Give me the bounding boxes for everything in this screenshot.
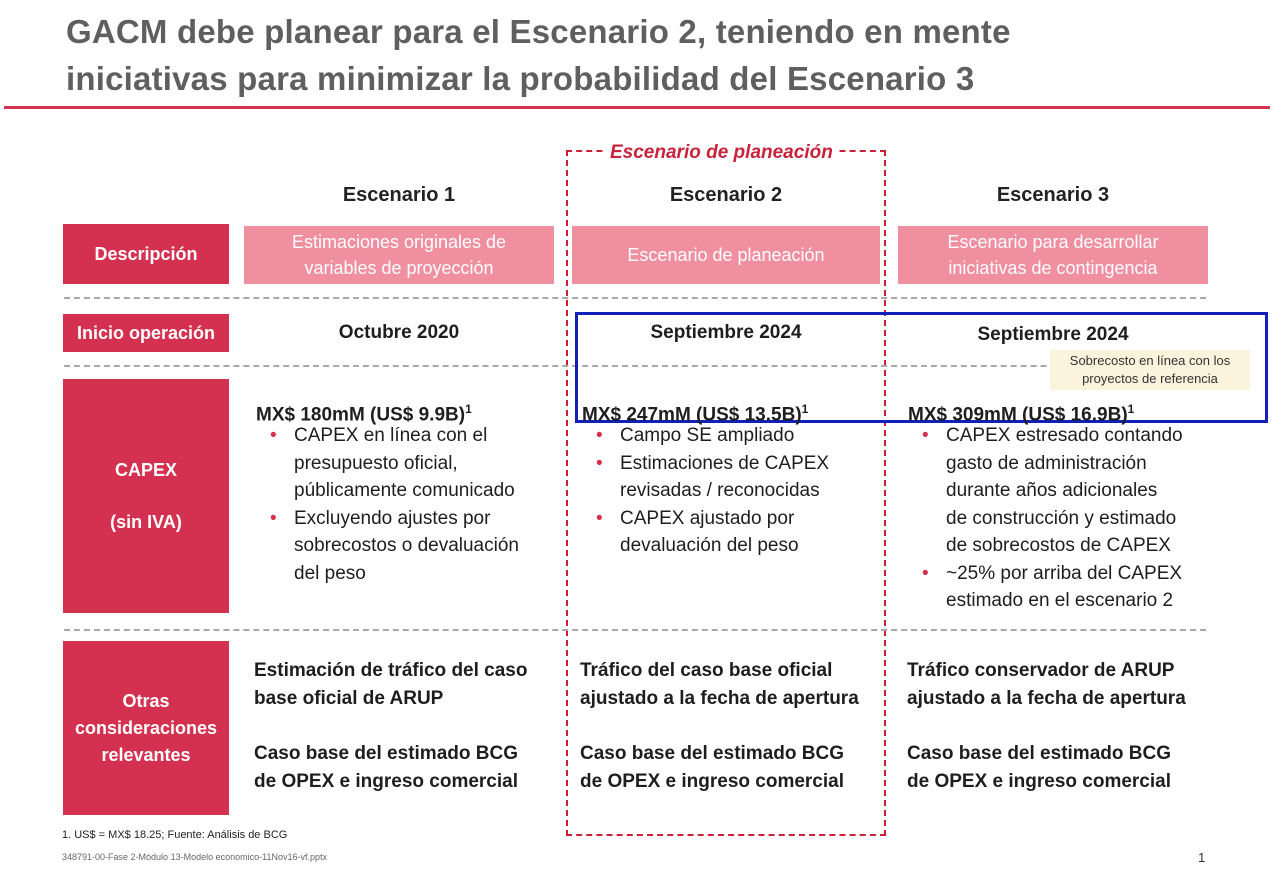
otras-escenario-3-trafico <box>907 657 1186 713</box>
row-label-otras-line-2: consideraciones <box>74 717 218 738</box>
descripcion-escenario-2 <box>572 226 880 284</box>
row-label-inicio-operacion: Inicio operación <box>63 314 229 352</box>
callout-note-line-1: Sobrecosto en línea con los <box>1069 353 1231 368</box>
otras-escenario-1-opex <box>254 740 518 796</box>
inicio-escenario-2: Septiembre 2024 <box>650 322 802 343</box>
column-header-escenario-3: Escenario 3 <box>996 184 1110 206</box>
descripcion-escenario-1-line-2: variables de proyección <box>304 258 494 278</box>
capex-escenario-2-amount-text: MX$ 247mM (US$ 13.5B) <box>582 404 802 426</box>
bullet-line: • Estimaciones de CAPEX <box>620 452 830 474</box>
inicio-escenario-3: Septiembre 2024 <box>977 324 1129 345</box>
descripcion-escenario-1-line-1: Estimaciones originales de <box>291 232 507 252</box>
footnote-marker: 1 <box>1127 402 1135 416</box>
footnote-marker: 1 <box>465 402 472 416</box>
text-line: Caso base del estimado BCG <box>580 743 844 764</box>
bullet-line: de construcción y estimado <box>946 507 1177 529</box>
otras-escenario-2-opex <box>580 740 844 796</box>
text-line: Tráfico conservador de ARUP <box>907 660 1175 681</box>
descripcion-escenario-2-line-1: Escenario de planeación <box>627 245 825 265</box>
capex-escenario-3-amount-text: MX$ 309mM (US$ 16.9B) <box>908 404 1128 426</box>
descripcion-escenario-3-line-1: Escenario para desarrollar <box>947 232 1159 252</box>
bullet-line: • CAPEX estresado contando <box>946 425 1183 446</box>
descripcion-escenario-3 <box>898 226 1208 284</box>
bullet-line: estimado en el escenario 2 <box>946 590 1174 611</box>
bullet-line: • Campo SE ampliado <box>620 425 795 446</box>
bullet-line: revisadas / reconocidas <box>620 480 820 501</box>
list-item <box>256 505 556 588</box>
footnote: 1. US$ = MX$ 18.25; Fuente: Análisis de BCG <box>62 829 288 841</box>
otras-escenario-2-trafico <box>580 657 859 713</box>
bullet-line: presupuesto oficial, <box>294 452 458 474</box>
slide-title-line-2: iniciativas para minimizar la probabilidad del Escenario 3 <box>66 60 975 97</box>
row-label-otras-line-3: relevantes <box>101 744 191 765</box>
row-label-otras-consideraciones <box>63 641 229 815</box>
row-label-capex <box>63 379 229 613</box>
capex-escenario-3-bullets <box>908 422 1213 615</box>
inicio-escenario-1: Octubre 2020 <box>338 322 460 343</box>
list-item <box>256 422 556 505</box>
row-label-descripcion: Descripción <box>63 224 229 284</box>
text-line: Caso base del estimado BCG <box>907 743 1171 764</box>
descripcion-escenario-1 <box>244 226 554 284</box>
column-header-escenario-2: Escenario 2 <box>669 184 783 206</box>
list-item <box>582 505 877 560</box>
callout-note-line-2: proyectos de referencia <box>1082 371 1218 386</box>
row-label-otras-line-1: Otras <box>122 690 170 711</box>
bullet-line: • CAPEX en línea con el <box>294 425 488 446</box>
column-header-escenario-1: Escenario 1 <box>342 184 456 206</box>
list-item <box>908 560 1213 615</box>
text-line: de OPEX e ingreso comercial <box>580 771 844 792</box>
bullet-line: públicamente comunicado <box>294 480 515 501</box>
list-item <box>582 422 877 450</box>
text-line: ajustado a la fecha de apertura <box>580 688 859 709</box>
list-item <box>908 422 1213 560</box>
title-divider <box>4 106 1270 109</box>
text-line: Caso base del estimado BCG <box>254 743 518 764</box>
bullet-line: • Excluyendo ajustes por <box>294 507 491 529</box>
row-label-capex-line-1: CAPEX <box>114 460 177 480</box>
descripcion-escenario-3-line-2: iniciativas de contingencia <box>948 258 1158 278</box>
bullet-line: del peso <box>294 562 366 584</box>
footnote-marker: 1 <box>801 402 809 416</box>
capex-escenario-1-bullets <box>256 422 556 587</box>
planning-scenario-label: Escenario de planeación <box>604 140 839 166</box>
bullet-line: • CAPEX ajustado por <box>620 507 795 529</box>
slide-title <box>66 8 1216 102</box>
text-line: Estimación de tráfico del caso <box>254 660 528 681</box>
row-separator <box>64 629 1206 631</box>
page-number: 1 <box>1198 850 1206 865</box>
bullet-line: gasto de administración <box>946 452 1147 474</box>
slide-title-line-1: GACM debe planear para el Escenario 2, teniendo en mente <box>66 13 1011 50</box>
bullet-line: devaluación del peso <box>620 535 799 556</box>
bullet-line: de sobrecostos de CAPEX <box>946 535 1171 556</box>
list-item <box>582 450 877 505</box>
row-label-capex-line-2: (sin IVA) <box>110 512 182 532</box>
text-line: ajustado a la fecha de apertura <box>907 688 1186 709</box>
row-separator <box>64 297 1206 299</box>
text-line: base oficial de ARUP <box>254 688 444 709</box>
bullet-line: durante años adicionales <box>946 480 1158 501</box>
text-line: de OPEX e ingreso comercial <box>254 771 518 792</box>
capex-escenario-1-amount-text: MX$ 180mM (US$ 9.9B) <box>256 404 466 426</box>
file-name: 348791-00-Fase 2-Módulo 13-Modelo economico-11Nov16-vf.pptx <box>62 852 327 862</box>
capex-escenario-2-bullets <box>582 422 877 560</box>
otras-escenario-1-trafico <box>254 657 527 713</box>
text-line: Tráfico del caso base oficial <box>580 660 833 681</box>
bullet-line: sobrecostos o devaluación <box>294 535 519 556</box>
bullet-line: • ~25% por arriba del CAPEX <box>946 562 1183 584</box>
text-line: de OPEX e ingreso comercial <box>907 771 1171 792</box>
otras-escenario-3-opex <box>907 740 1171 796</box>
